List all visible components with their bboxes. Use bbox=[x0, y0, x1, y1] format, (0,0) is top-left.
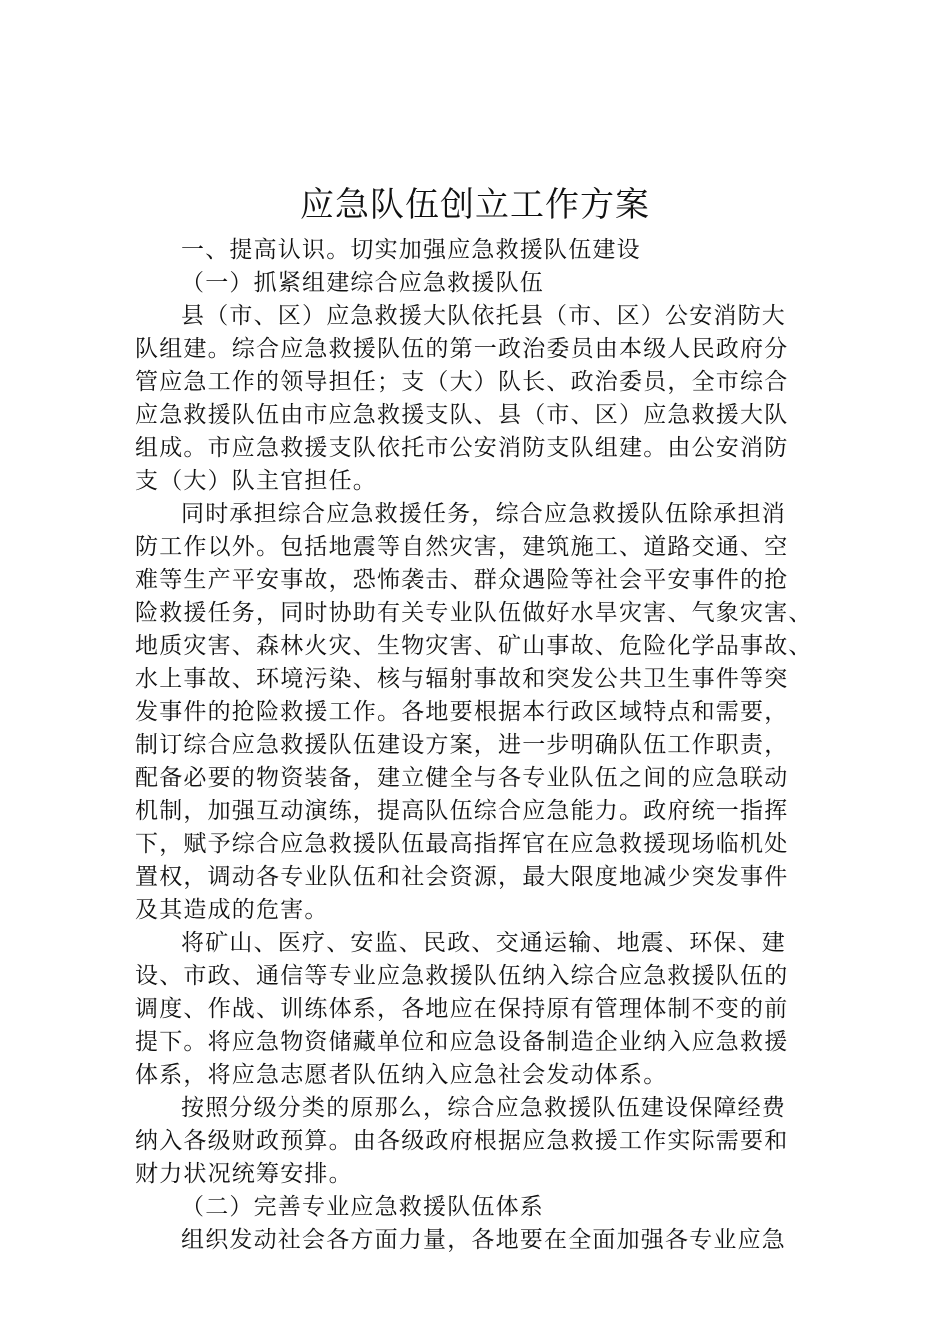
text-line: 设、市政、通信等专业应急救援队伍纳入综合应急救援队伍的 bbox=[135, 963, 789, 989]
text-line: 体系，将应急志愿者队伍纳入应急社会发动体系。 bbox=[135, 1062, 668, 1088]
document-title: 应急队伍创立工作方案 bbox=[300, 185, 650, 225]
text-line: 将矿山、医疗、安监、民政、交通运输、地震、环保、建 bbox=[181, 930, 786, 956]
text-line: 及其造成的危害。 bbox=[135, 897, 329, 923]
text-line: 组成。市应急救援支队依托市公安消防支队组建。由公安消防 bbox=[135, 435, 789, 461]
text-line: 防工作以外。包括地震等自然灾害，建筑施工、道路交通、空 bbox=[135, 534, 789, 560]
text-line: 下，赋予综合应急救援队伍最高指挥官在应急救援现场临机处 bbox=[135, 831, 789, 857]
text-line: 队组建。综合应急救援队伍的第一政治委员由本级人民政府分 bbox=[135, 336, 789, 362]
text-line: 同时承担综合应急救援任务，综合应急救援队伍除承担消 bbox=[181, 501, 786, 527]
document-body bbox=[135, 234, 825, 1257]
text-line: 地质灾害、森林火灾、生物灾害、矿山事故、危险化学品事故、 bbox=[135, 633, 813, 659]
text-line: 险救援任务，同时协助有关专业队伍做好水旱灾害、气象灾害、 bbox=[135, 600, 813, 626]
text-line: 难等生产平安事故，恐怖袭击、群众遇险等社会平安事件的抢 bbox=[135, 567, 789, 593]
text-line: 支（大）队主官担任。 bbox=[135, 468, 377, 494]
text-line: 财力状况统筹安排。 bbox=[135, 1161, 353, 1187]
text-line: 制订综合应急救援队伍建设方案，进一步明确队伍工作职责， bbox=[135, 732, 789, 758]
text-line: 组织发动社会各方面力量，各地要在全面加强各专业应急 bbox=[181, 1227, 786, 1253]
text-line: 调度、作战、训练体系，各地应在保持原有管理体制不变的前 bbox=[135, 996, 789, 1022]
text-line: 提下。将应急物资储藏单位和应急设备制造企业纳入应急救援 bbox=[135, 1029, 789, 1055]
text-line: 配备必要的物资装备，建立健全与各专业队伍之间的应急联动 bbox=[135, 765, 789, 791]
text-line: 应急救援队伍由市应急救援支队、县（市、区）应急救援大队 bbox=[135, 402, 789, 428]
text-line: （一）抓紧组建综合应急救援队伍 bbox=[181, 270, 544, 296]
text-line: （二）完善专业应急救援队伍体系 bbox=[181, 1194, 544, 1220]
text-line: 管应急工作的领导担任；支（大）队长、政治委员，全市综合 bbox=[135, 369, 789, 395]
text-line: 机制，加强互动演练，提高队伍综合应急能力。政府统一指挥 bbox=[135, 798, 789, 824]
text-line: 水上事故、环境污染、核与辐射事故和突发公共卫生事件等突 bbox=[135, 666, 789, 692]
text-line: 置权，调动各专业队伍和社会资源，最大限度地减少突发事件 bbox=[135, 864, 789, 890]
text-line: 发事件的抢险救援工作。各地要根据本行政区域特点和需要， bbox=[135, 699, 789, 725]
text-line: 按照分级分类的原那么，综合应急救援队伍建设保障经费 bbox=[181, 1095, 786, 1121]
text-line: 纳入各级财政预算。由各级政府根据应急救援工作实际需要和 bbox=[135, 1128, 789, 1154]
text-line: 县（市、区）应急救援大队依托县（市、区）公安消防大 bbox=[181, 303, 786, 329]
text-line: 一、提高认识。切实加强应急救援队伍建设 bbox=[181, 237, 641, 263]
